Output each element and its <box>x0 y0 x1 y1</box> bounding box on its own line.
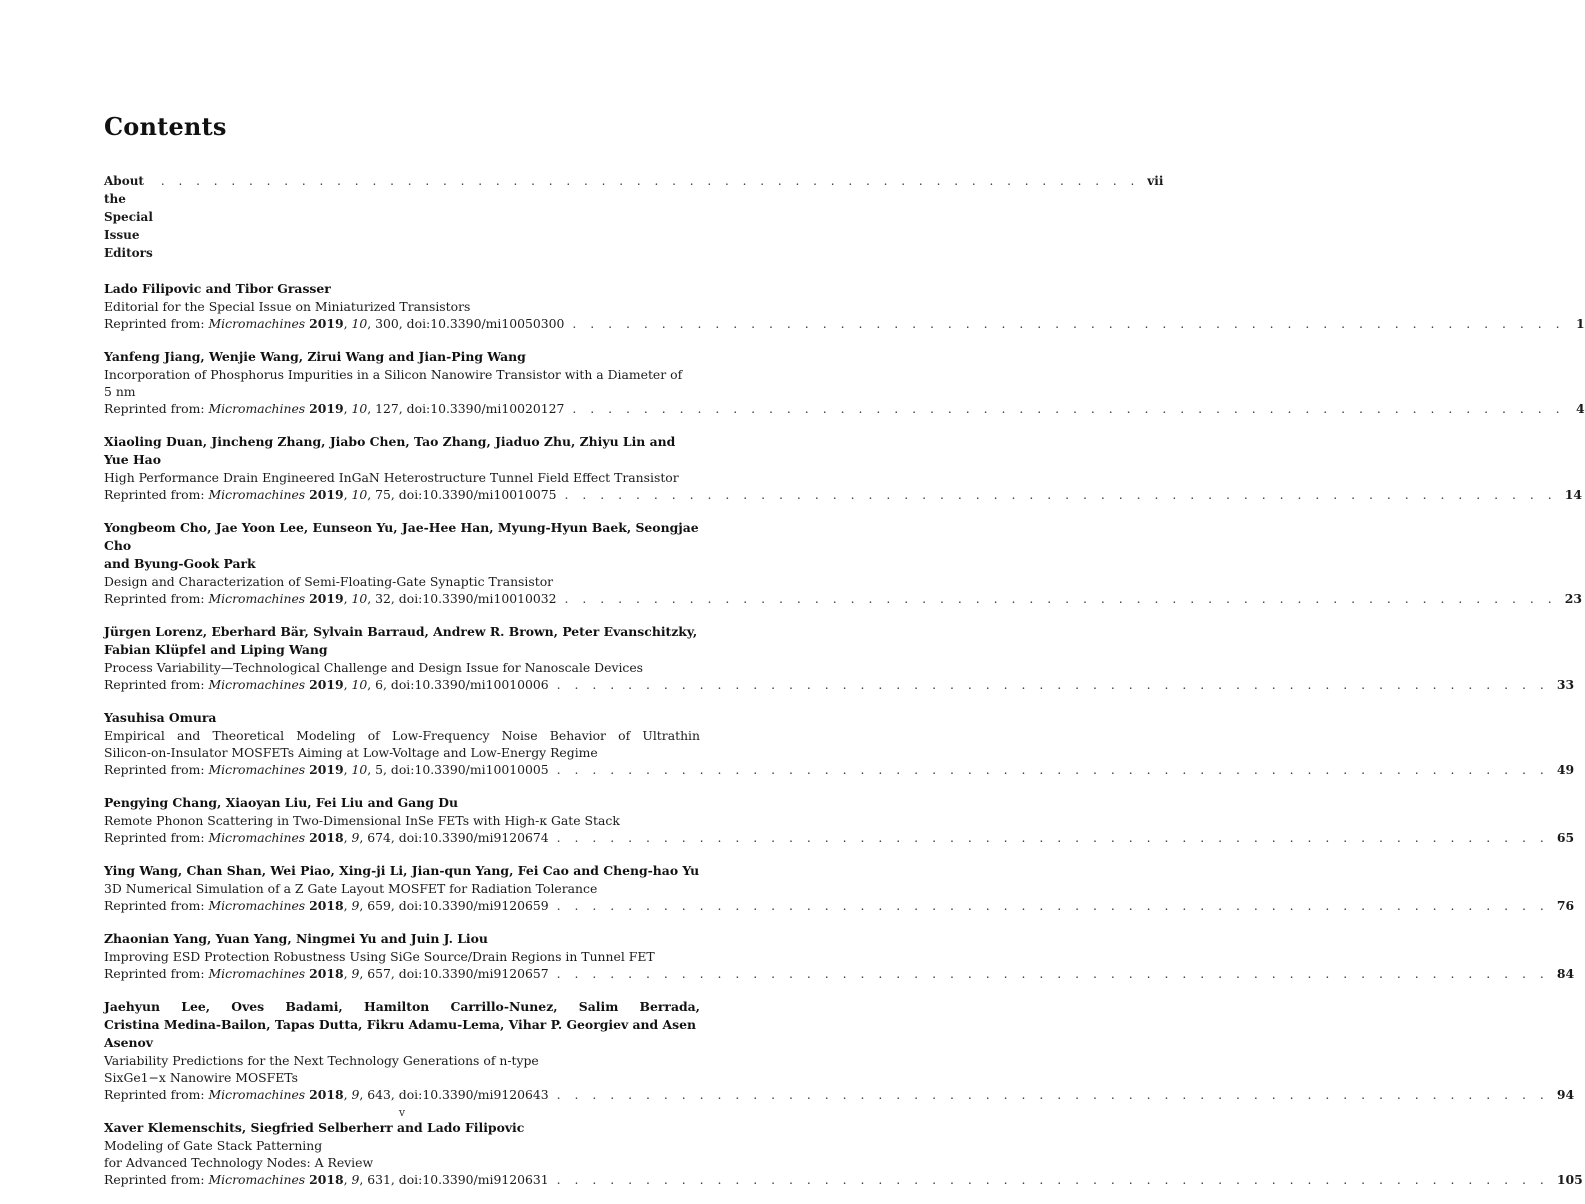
entry-doi: , 657, doi:10.3390/mi9120657 <box>359 966 549 981</box>
reprint-prefix: Reprinted from: <box>104 898 209 913</box>
entry-citation: Reprinted from: Micromachines 2019, 10, 300, doi:10.3390/mi10050300 <box>104 316 565 331</box>
entry-doi: , 643, doi:10.3390/mi9120643 <box>359 1087 549 1102</box>
entry-page: 94 <box>1556 1087 1575 1102</box>
entry-volume: 9 <box>351 830 360 845</box>
entry-doi: , 75, doi:10.3390/mi10010075 <box>367 487 557 502</box>
entry-volume: 10 <box>351 762 368 777</box>
reprint-prefix: Reprinted from: <box>104 401 209 416</box>
entry-doi: , 127, doi:10.3390/mi10020127 <box>367 401 565 416</box>
leader-dots: . . . . . . . . . . . . . . . . . . . . . . . . . . . . . . . . . . . . . . . . . . . . . . . . . . . . . . . . <box>556 830 1549 845</box>
leader-dots: . . . . . . . . . . . . . . . . . . . . . . . . . . . . . . . . . . . . . . . . . . . . . . . . . . . . . . . . <box>572 401 1565 416</box>
entry-reprint-line <box>104 590 1582 607</box>
toc-entry[interactable] <box>104 519 1582 607</box>
entry-title: Modeling of Gate Stack Patterning <box>104 1138 323 1153</box>
entry-title: Process Variability—Technological Challenge and Design Issue for Nanoscale Devices <box>104 660 644 675</box>
entry-authors: Cristina Medina-Bailon, Tapas Dutta, Fikru Adamu-Lema, Vihar P. Georgiev and Asen Asenov <box>104 1017 696 1050</box>
reprint-prefix: Reprinted from: <box>104 591 209 606</box>
journal-name: Micromachines <box>208 487 306 502</box>
toc-entry[interactable] <box>104 998 1575 1103</box>
toc-entry[interactable] <box>104 862 1575 914</box>
entry-doi: , 32, doi:10.3390/mi10010032 <box>367 591 557 606</box>
entry-citation: Reprinted from: Micromachines 2019, 10, 6, doi:10.3390/mi10010006 <box>104 677 549 692</box>
leader-dots: . . . . . . . . . . . . . . . . . . . . . . . . . . . . . . . . . . . . . . . . . . . . . . . . . . . . . . . . <box>564 487 1557 502</box>
entry-citation: Reprinted from: Micromachines 2019, 10, 5, doi:10.3390/mi10010005 <box>104 762 549 777</box>
entry-volume: 10 <box>351 487 368 502</box>
journal-name: Micromachines <box>208 401 306 416</box>
entry-page: 76 <box>1556 898 1575 913</box>
reprint-prefix: Reprinted from: <box>104 1087 209 1102</box>
leader-dots: . . . . . . . . . . . . . . . . . . . . . . . . . . . . . . . . . . . . . . . . . . . . . . . . . . . . . . . . <box>564 591 1557 606</box>
reprint-prefix: Reprinted from: <box>104 1172 209 1187</box>
entry-page: 33 <box>1556 677 1575 692</box>
entry-reprint-line <box>104 315 1585 332</box>
entry-title: High Performance Drain Engineered InGaN Heterostructure Tunnel Field Effect Transistor <box>104 470 679 485</box>
journal-name: Micromachines <box>208 1172 306 1187</box>
journal-name: Micromachines <box>208 677 306 692</box>
entry-reprint-line <box>104 897 1575 914</box>
reprint-prefix: Reprinted from: <box>104 487 209 502</box>
entry-title: Silicon-on-Insulator MOSFETs Aiming at Low-Voltage and Low-Energy Regime <box>104 745 598 760</box>
entry-year: 2019 <box>309 401 344 416</box>
entry-title: Incorporation of Phosphorus Impurities in a Silicon Nanowire Transistor with a Diameter of <box>104 367 683 382</box>
entry-volume: 9 <box>351 898 360 913</box>
entry-title: Improving ESD Protection Robustness Using SiGe Source/Drain Regions in Tunnel FET <box>104 949 655 964</box>
toc-entry[interactable] <box>104 280 1585 332</box>
entry-year: 2018 <box>309 898 344 913</box>
entry-year: 2018 <box>309 830 344 845</box>
leader-dots: . . . . . . . . . . . . . . . . . . . . . . . . . . . . . . . . . . . . . . . . . . . . . . . . . . . . . . . . <box>556 677 1549 692</box>
entry-volume: 10 <box>351 316 368 331</box>
entry-authors: Xaver Klemenschits, Siegfried Selberherr and Lado Filipovic <box>104 1120 525 1135</box>
leader-dots: . . . . . . . . . . . . . . . . . . . . . . . . . . . . . . . . . . . . . . . . . . . . . . . . . . . . . . . . <box>556 1172 1549 1187</box>
front-matter-entry[interactable] <box>104 172 1164 262</box>
entry-authors: Yongbeom Cho, Jae Yoon Lee, Eunseon Yu, Jae-Hee Han, Myung-Hyun Baek, Seongjae Cho <box>104 520 699 553</box>
entry-citation: Reprinted from: Micromachines 2018, 9, 643, doi:10.3390/mi9120643 <box>104 1087 549 1102</box>
contents-heading: Contents <box>104 112 227 141</box>
entry-authors: Fabian Klüpfel and Liping Wang <box>104 642 328 657</box>
entry-volume: 9 <box>351 1172 360 1187</box>
entry-title: Empirical and Theoretical Modeling of Low-Frequency Noise Behavior of Ultrathin <box>104 728 700 743</box>
entry-page: 23 <box>1564 591 1582 606</box>
entry-citation: Reprinted from: Micromachines 2019, 10, 75, doi:10.3390/mi10010075 <box>104 487 557 502</box>
toc-entry[interactable] <box>104 348 1585 417</box>
journal-name: Micromachines <box>208 316 306 331</box>
entry-authors: Jürgen Lorenz, Eberhard Bär, Sylvain Barraud, Andrew R. Brown, Peter Evanschitzky, <box>104 624 698 639</box>
page-number-footer: v <box>398 1106 406 1119</box>
reprint-prefix: Reprinted from: <box>104 677 209 692</box>
leader-dots: . . . . . . . . . . . . . . . . . . . . . . . . . . . . . . . . . . . . . . . . . . . . . . . . . . . . . . . . <box>556 762 1549 777</box>
toc-entry[interactable] <box>104 623 1575 693</box>
entry-year: 2018 <box>309 966 344 981</box>
entry-authors: Pengying Chang, Xiaoyan Liu, Fei Liu and Gang Du <box>104 795 458 810</box>
leader-dots: . . . . . . . . . . . . . . . . . . . . . . . . . . . . . . . . . . . . . . . . . . . . . . . . . . . . . . . . <box>556 966 1549 981</box>
entry-year: 2019 <box>309 677 344 692</box>
entry-reprint-line <box>104 676 1575 693</box>
entry-reprint-line <box>104 1171 1583 1188</box>
reprint-prefix: Reprinted from: <box>104 830 209 845</box>
entry-title: 5 nm <box>104 384 136 399</box>
entry-year: 2019 <box>309 762 344 777</box>
entry-authors: Lado Filipovic and Tibor Grasser <box>104 281 331 296</box>
entry-doi: , 300, doi:10.3390/mi10050300 <box>367 316 565 331</box>
entry-citation: Reprinted from: Micromachines 2019, 10, 32, doi:10.3390/mi10010032 <box>104 591 557 606</box>
entry-authors: and Byung-Gook Park <box>104 556 256 571</box>
entry-citation: Reprinted from: Micromachines 2018, 9, 659, doi:10.3390/mi9120659 <box>104 898 549 913</box>
entry-year: 2019 <box>309 316 344 331</box>
entry-citation: Reprinted from: Micromachines 2018, 9, 674, doi:10.3390/mi9120674 <box>104 830 549 845</box>
front-matter-label: About the Special Issue Editors <box>104 174 153 260</box>
entry-title: 3D Numerical Simulation of a Z Gate Layout MOSFET for Radiation Tolerance <box>104 881 598 896</box>
journal-name: Micromachines <box>208 830 306 845</box>
reprint-prefix: Reprinted from: <box>104 762 209 777</box>
journal-name: Micromachines <box>208 1087 306 1102</box>
entry-volume: 9 <box>351 966 360 981</box>
front-matter-page: vii <box>1147 174 1164 188</box>
leader-dots: . . . . . . . . . . . . . . . . . . . . . . . . . . . . . . . . . . . . . . . . . . . . . . . . . . . . . . . . <box>572 316 1565 331</box>
entry-authors: Yanfeng Jiang, Wenjie Wang, Zirui Wang and Jian-Ping Wang <box>104 349 526 364</box>
entry-title: Design and Characterization of Semi-Floating-Gate Synaptic Transistor <box>104 574 554 589</box>
entry-reprint-line <box>104 400 1585 417</box>
toc-entry[interactable] <box>104 709 1575 778</box>
entry-authors: Yasuhisa Omura <box>104 710 217 725</box>
entry-page: 14 <box>1564 487 1582 502</box>
entry-reprint-line <box>104 761 1575 778</box>
entry-page: 4 <box>1575 401 1585 416</box>
entry-reprint-line <box>104 965 1575 982</box>
entry-year: 2018 <box>309 1087 344 1102</box>
entry-page: 1 <box>1575 316 1585 331</box>
journal-name: Micromachines <box>208 966 306 981</box>
entry-title: Remote Phonon Scattering in Two-Dimensional InSe FETs with High-κ Gate Stack <box>104 813 620 828</box>
toc-entry[interactable] <box>104 433 1582 503</box>
entry-volume: 10 <box>351 591 368 606</box>
toc-entry[interactable] <box>104 794 1575 846</box>
entry-doi: , 5, doi:10.3390/mi10010005 <box>367 762 549 777</box>
entry-authors: Ying Wang, Chan Shan, Wei Piao, Xing-ji Li, Jian-qun Yang, Fei Cao and Cheng-hao Yu <box>104 863 700 878</box>
journal-name: Micromachines <box>208 591 306 606</box>
entry-volume: 10 <box>351 401 368 416</box>
toc-entries <box>104 280 1585 1188</box>
toc-entry[interactable] <box>104 1119 1583 1188</box>
entry-citation: Reprinted from: Micromachines 2018, 9, 657, doi:10.3390/mi9120657 <box>104 966 549 981</box>
entry-title: Editorial for the Special Issue on Miniaturized Transistors <box>104 299 471 314</box>
journal-name: Micromachines <box>208 898 306 913</box>
entry-reprint-line <box>104 486 1582 503</box>
journal-name: Micromachines <box>208 762 306 777</box>
entry-authors: Jaehyun Lee, Oves Badami, Hamilton Carrillo-Nunez, Salim Berrada, <box>104 999 700 1014</box>
leader-dots: . . . . . . . . . . . . . . . . . . . . . . . . . . . . . . . . . . . . . . . . . . . . . . . . . . . . . . . . <box>556 898 1549 913</box>
entry-doi: , 674, doi:10.3390/mi9120674 <box>359 830 549 845</box>
entry-authors: Xiaoling Duan, Jincheng Zhang, Jiabo Chen, Tao Zhang, Jiaduo Zhu, Zhiyu Lin and Yue Hao <box>104 434 676 467</box>
entry-page: 105 <box>1556 1172 1583 1187</box>
entry-doi: , 6, doi:10.3390/mi10010006 <box>367 677 549 692</box>
entry-page: 65 <box>1556 830 1575 845</box>
reprint-prefix: Reprinted from: <box>104 316 209 331</box>
toc-list <box>104 172 1585 1204</box>
entry-title: SixGe1−x Nanowire MOSFETs <box>104 1070 298 1085</box>
entry-citation: Reprinted from: Micromachines 2018, 9, 631, doi:10.3390/mi9120631 <box>104 1172 549 1187</box>
entry-authors: Zhaonian Yang, Yuan Yang, Ningmei Yu and Juin J. Liou <box>104 931 488 946</box>
toc-entry[interactable] <box>104 930 1575 982</box>
entry-citation: Reprinted from: Micromachines 2019, 10, 127, doi:10.3390/mi10020127 <box>104 401 565 416</box>
leader-dots: . . . . . . . . . . . . . . . . . . . . . . . . . . . . . . . . . . . . . . . . . . . . . . . . . . . . . . . . <box>160 174 1140 188</box>
entry-doi: , 631, doi:10.3390/mi9120631 <box>359 1172 549 1187</box>
entry-page: 84 <box>1556 966 1575 981</box>
entry-title: for Advanced Technology Nodes: A Review <box>104 1155 374 1170</box>
entry-year: 2019 <box>309 487 344 502</box>
leader-dots: . . . . . . . . . . . . . . . . . . . . . . . . . . . . . . . . . . . . . . . . . . . . . . . . . . . . . . . . <box>556 1087 1549 1102</box>
entry-page: 49 <box>1556 762 1575 777</box>
reprint-prefix: Reprinted from: <box>104 966 209 981</box>
entry-volume: 10 <box>351 677 368 692</box>
entry-title: Variability Predictions for the Next Technology Generations of n-type <box>104 1053 539 1068</box>
entry-year: 2018 <box>309 1172 344 1187</box>
entry-volume: 9 <box>351 1087 360 1102</box>
entry-reprint-line <box>104 829 1575 846</box>
entry-reprint-line <box>104 1086 1575 1103</box>
entry-year: 2019 <box>309 591 344 606</box>
entry-doi: , 659, doi:10.3390/mi9120659 <box>359 898 549 913</box>
